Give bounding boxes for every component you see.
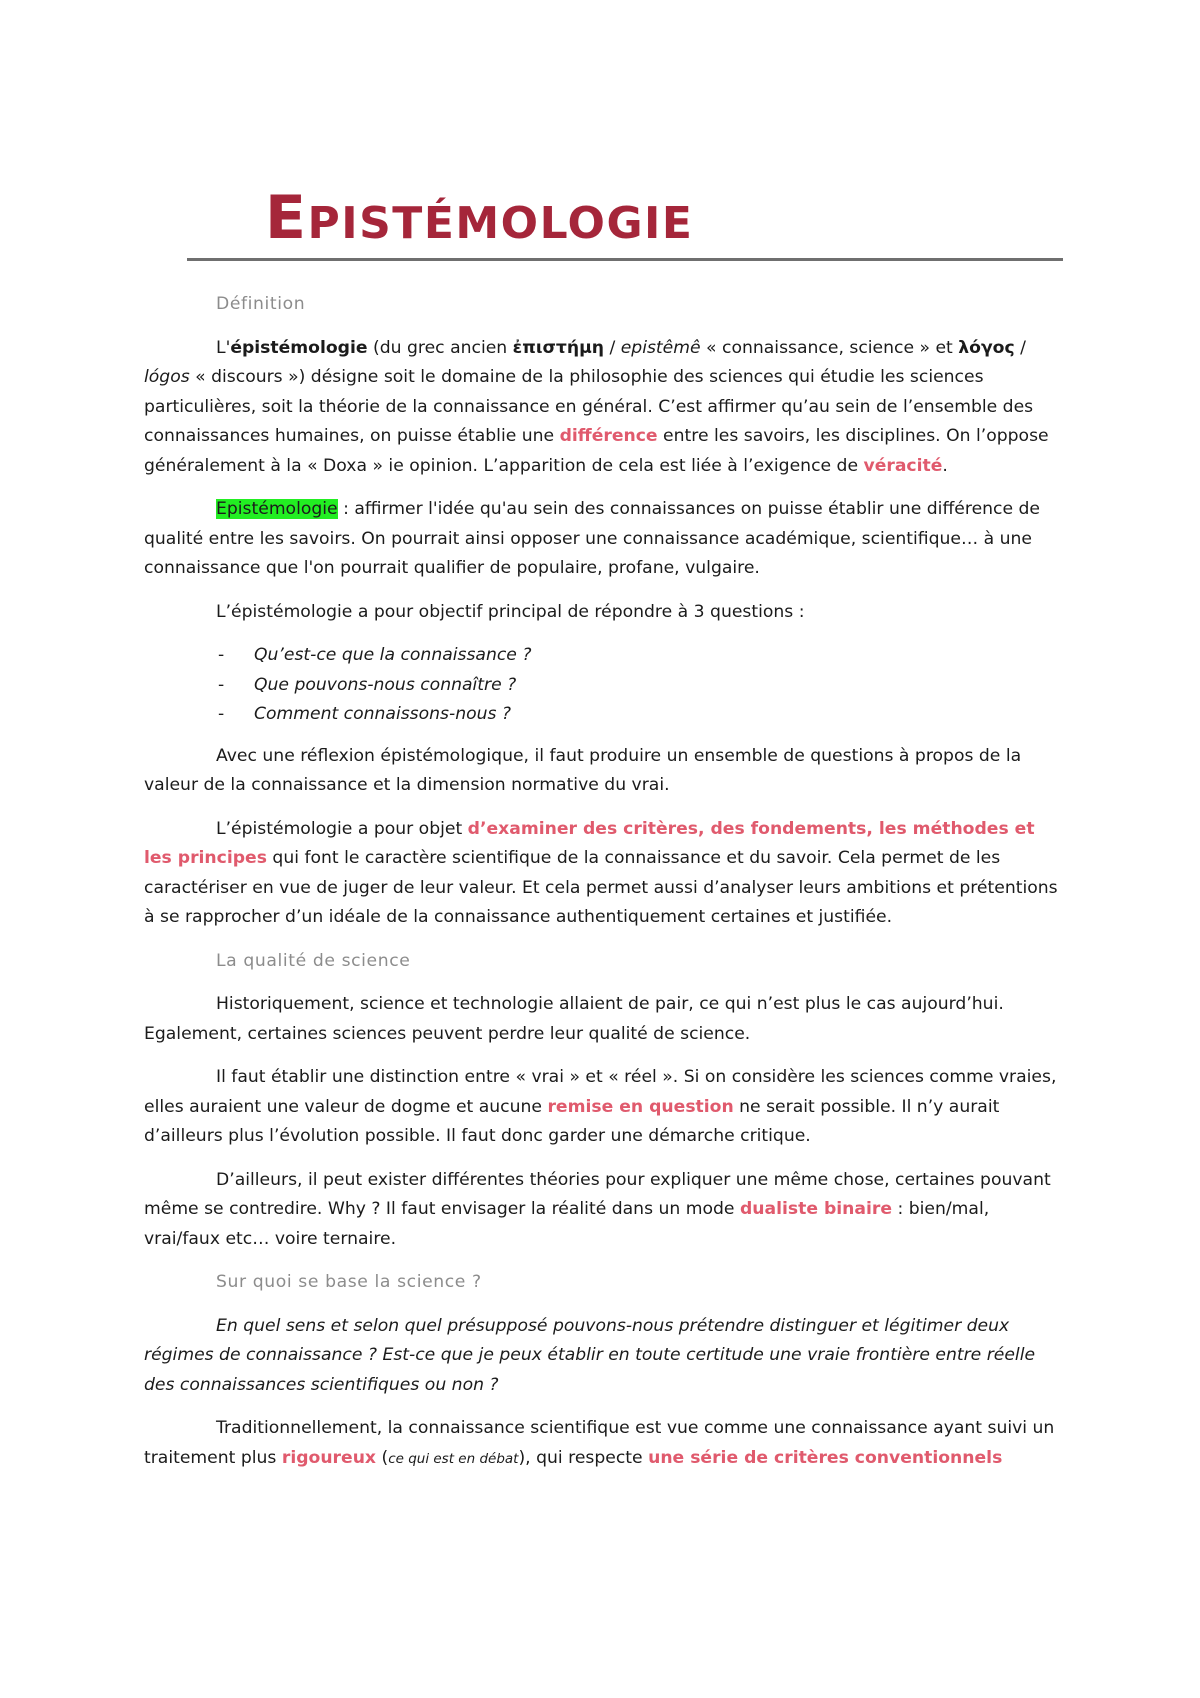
list-item: [144, 641, 1064, 671]
text-span: qui font le caractère scientifique de la connaissance et du savoir. Cela permet de les caractériser en vue de juger de leur valeur. Et cela permet aussi d’analyser leurs ambitions et prétentions à se rapprocher d’un idéale de la connaissance authentiquement certaines et justifiée.: [144, 848, 1058, 927]
question-text: Qu’est-ce que la connaissance ?: [254, 645, 532, 665]
accent-difference: différence: [559, 426, 658, 446]
text-span: « discours ») désigne soit le domaine de la philosophie des sciences qui étudie les sciences particulières, soit la théorie de la connaissance en général. C’est affirmer qu’au sein de l’ensemble des connaissances humaines, on puisse établie une: [144, 367, 1034, 446]
text-span: « connaissance, science » et: [700, 337, 959, 358]
document-body: [144, 290, 1064, 1488]
title-initial: E: [265, 183, 308, 253]
text-span: : bien/mal, vrai/faux etc… voire ternaire.: [144, 1199, 990, 1249]
paragraph-objective: L’épistémologie a pour objectif principal de répondre à 3 questions :: [216, 601, 805, 622]
text-span: Il faut établir une distinction entre « vrai » et « réel ». Si on considère les sciences comme vraies, elles auraient une valeur de dogme et aucune: [144, 1067, 1057, 1117]
paragraph-traditionnellement: [144, 1414, 1064, 1474]
text-span: (du grec ancien: [367, 337, 513, 358]
title-rest: PISTÉMOLOGIE: [307, 198, 694, 249]
title-underline: [187, 258, 1063, 261]
text-span: ), qui respecte: [518, 1447, 649, 1468]
translit-logos: lógos: [144, 367, 190, 387]
dash-bullet: -: [218, 674, 225, 695]
heading-quality: La qualité de science: [216, 950, 411, 971]
aside-debat: ce qui est en débat: [388, 1450, 519, 1467]
dash-bullet: -: [218, 704, 225, 724]
accent-veracite: véracité: [863, 455, 943, 476]
accent-remise-en-question: remise en question: [547, 1096, 734, 1117]
text-span: .: [942, 455, 948, 476]
italic-text: En quel sens et selon quel présupposé pouvons-nous prétendre distinguer et légitimer deux régimes de connaissance ? Est-ce que je peux établir en toute certitude une vraie frontière entre réelle des connaissances scientifiques ou non ?: [144, 1315, 1036, 1395]
accent-criteres-conventionnels: une série de critères conventionnels: [648, 1447, 1003, 1468]
text-span: /: [604, 337, 621, 358]
paragraph-reflexion: Avec une réflexion épistémologique, il faut produire un ensemble de questions à propos de la valeur de la connaissance et la dimension normative du vrai.: [144, 745, 1022, 795]
heading-definition: Définition: [216, 294, 306, 314]
translit-episteme: epistêmê: [620, 337, 701, 358]
greek-logos: λόγος: [958, 337, 1015, 358]
paragraph-theories: [144, 1166, 1064, 1255]
paragraph-epistemologie-highlight: [144, 495, 1064, 584]
page-title: [265, 183, 1063, 254]
greek-episteme: ἐπιστήμη: [512, 337, 604, 358]
text-span: ne serait possible. Il n’y aurait d’ailleurs plus l’évolution possible. Il faut donc garder une démarche critique.: [144, 1096, 1000, 1146]
text-span: : affirmer l'idée qu'au sein des connaissances on puisse établir une différence de qualité entre les savoirs. On pourrait ainsi opposer une connaissance académique, scientifique… à une connaissance que l'on pourrait qualifier de populaire, profane, vulgaire.: [144, 499, 1041, 578]
accent-criteres: d’examiner des critères, des fondements, les méthodes et les principes: [144, 818, 1035, 868]
accent-dualiste-binaire: dualiste binaire: [739, 1199, 893, 1219]
question-text: Comment connaissons-nous ?: [254, 704, 512, 724]
title-block: [187, 183, 1063, 261]
text-span: Traditionnellement, la connaissance scientifique est vue comme une connaissance ayant suivi un traitement plus: [144, 1418, 1055, 1468]
text-span: D’ailleurs, il peut exister différentes théories pour expliquer une même chose, certaines pouvant même se contredire. Why ? Il faut envisager la réalité dans un mode: [144, 1169, 1051, 1219]
paragraph-distinction: [144, 1063, 1064, 1152]
accent-rigoureux: rigoureux: [281, 1447, 377, 1468]
text-span: (: [376, 1447, 389, 1468]
list-item: [144, 700, 1064, 730]
text-span: L’épistémologie a pour objet: [216, 818, 468, 839]
paragraph-question-italic: [144, 1312, 1064, 1401]
questions-list: [144, 641, 1064, 730]
dash-bullet: -: [218, 645, 225, 665]
highlighted-term: Epistémologie: [216, 499, 338, 519]
text-span: L': [216, 337, 231, 358]
paragraph-historique: Historiquement, science et technologie allaient de pair, ce qui n’est plus le cas aujourd’hui. Egalement, certaines sciences peuvent perdre leur qualité de science.: [144, 994, 1004, 1044]
paragraph-objet: [144, 815, 1064, 933]
heading-basis: Sur quoi se base la science ?: [216, 1272, 482, 1292]
list-item: [144, 671, 1064, 701]
question-text: Que pouvons-nous connaître ?: [254, 674, 517, 695]
paragraph-definition: [144, 334, 1064, 482]
text-span: /: [1014, 337, 1026, 358]
term-epistemologie: épistémologie: [230, 337, 368, 358]
text-span: entre les savoirs, les disciplines. On l’oppose généralement à la « Doxa » ie opinion. L’apparition de cela est liée à l’exigence de: [144, 426, 1049, 476]
